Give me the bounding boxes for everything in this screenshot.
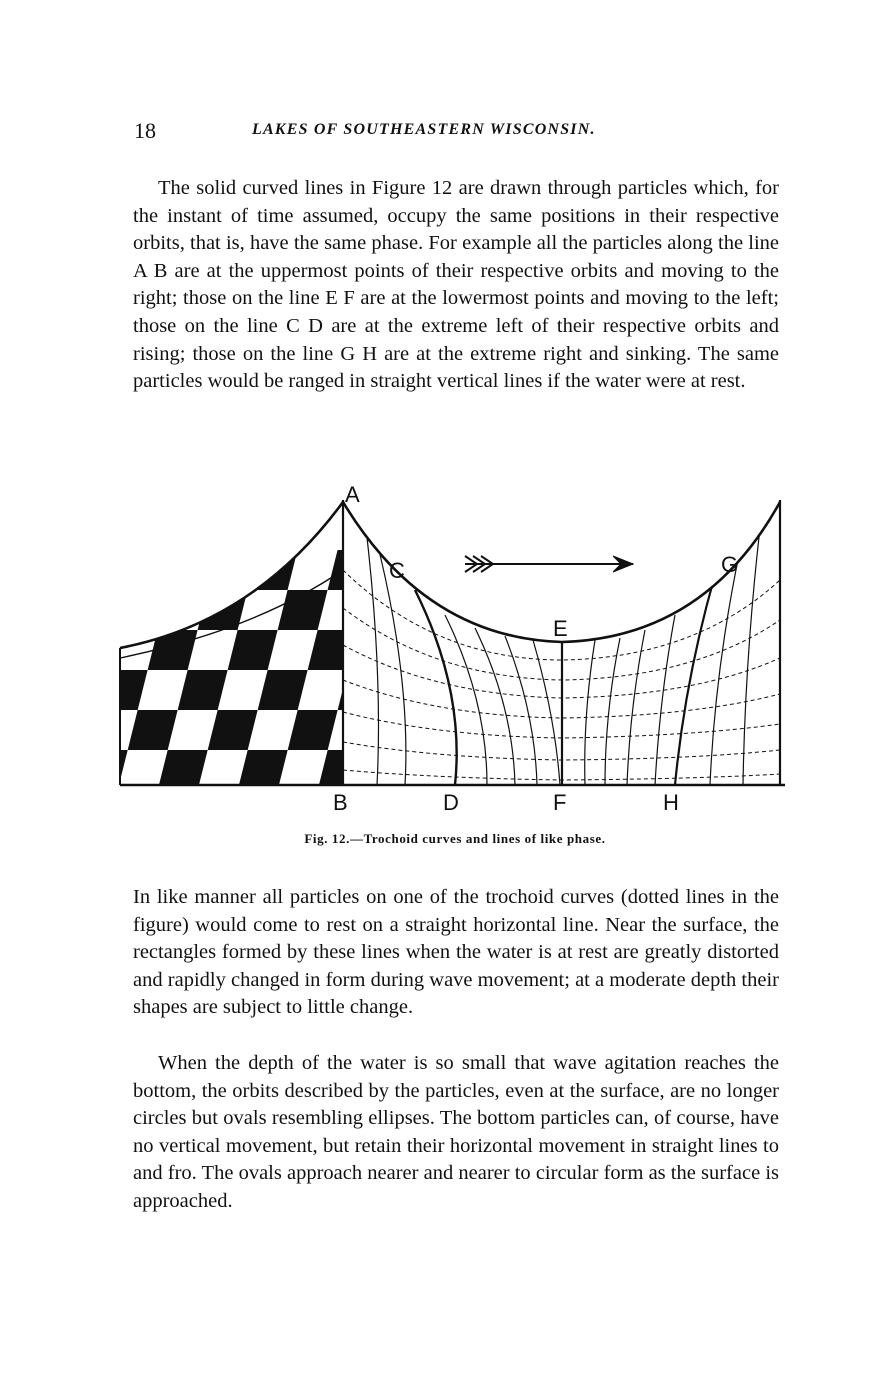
page-header — [134, 118, 778, 148]
paragraph-1: The solid curved lines in Figure 12 are drawn through particles which, for the instant of time assumed, occupy the same positions in their respective orbits, that is, have the same phase. For example all the particles along the line A B are at the uppermost points of their respective orbits and moving to the right; those on the line E F are at the lowermost points and moving to the left; those on the line C D are at the extreme left of their respective orbits and rising; those on the line G H are at the extreme right and sinking. The same particles would be ranged in straight vertical lines if the water were at rest. — [133, 177, 779, 393]
label-h: H — [663, 790, 679, 815]
label-f: F — [553, 790, 567, 815]
checkerboard-pattern — [115, 480, 435, 790]
label-b: B — [333, 790, 348, 815]
label-a: A — [345, 482, 360, 507]
label-c: C — [389, 558, 405, 583]
running-title: LAKES OF SOUTHEASTERN WISCONSIN. — [252, 121, 596, 138]
paragraph-3: When the depth of the water is so small that wave agitation reaches the bottom, the orbits described by the particles, even at the surface, are no longer circles but ovals resembling ellipses. The bottom particles can, of course, have no vertical movement, but retain their horizontal movement in straight lines to and fro. The ovals approach nearer and nearer to circular form as the surface is approached. — [133, 1052, 779, 1212]
paragraph-2: In like manner all particles on one of the trochoid curves (dotted lines in the figure) would come to rest on a straight horizontal line. Near the surface, the rectangles formed by these lines when the water is at rest are greatly distorted and rapidly changed in form during wave movement; at a moderate depth their shapes are subject to little change. — [133, 886, 779, 1019]
label-d: D — [443, 790, 459, 815]
page-number: 18 — [134, 118, 156, 143]
label-e: E — [553, 616, 568, 641]
figure-caption: Fig. 12.—Trochoid curves and lines of like phase. — [304, 831, 606, 846]
label-g: G — [721, 552, 739, 577]
trochoid-figure — [115, 480, 795, 820]
phase-lines — [365, 520, 760, 785]
direction-arrow — [465, 556, 633, 572]
